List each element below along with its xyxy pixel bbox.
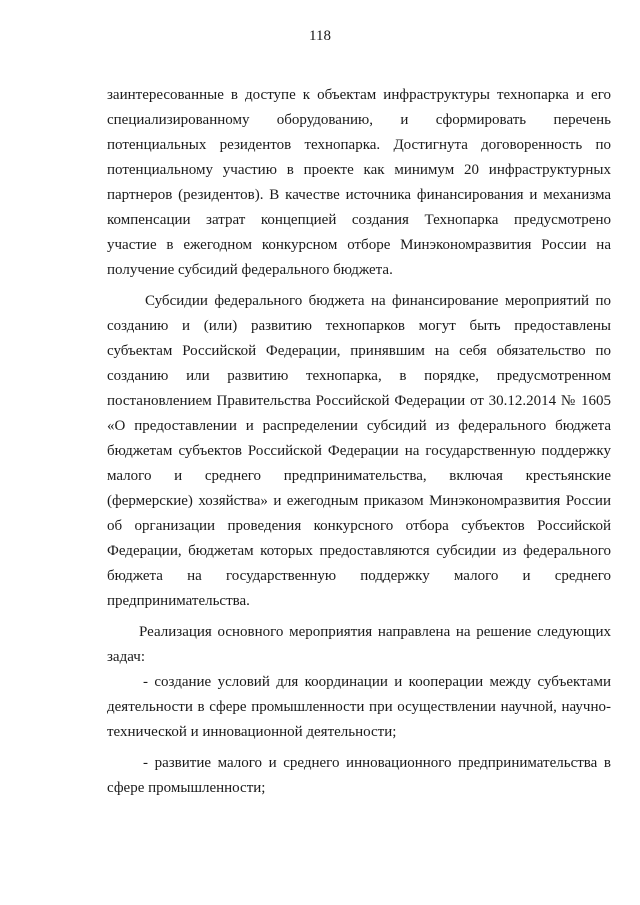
text-line: об организации проведения конкурсного отбора субъектов Российской [107,518,611,534]
list-item [107,670,611,745]
text-line: заинтересованные в доступе к объектам инфраструктуры технопарка и его [107,87,611,103]
paragraph [107,289,611,614]
text-line: бюджета на государственную поддержку малого и среднего [107,568,611,584]
text-line: потенциальных резидентов технопарка. Достигнута договоренность по [107,137,611,153]
text-line: малого и среднего предпринимательства, включая крестьянские [107,468,611,484]
text-line: субъектам Российской Федерации, принявшим на себя обязательство по [107,343,611,359]
list-item [107,751,611,801]
paragraph [107,83,611,283]
text-line: предпринимательства. [107,593,250,609]
paragraph [107,620,611,670]
text-line: компенсации затрат концепцией создания Технопарка предусмотрено [107,212,611,228]
text-line: технической и инновационной деятельности; [107,724,397,740]
text-line: деятельности в сфере промышленности при осуществлении научной, научно- [107,699,611,715]
text-line: бюджетам субъектов Российской Федерации на государственную поддержку [107,443,611,459]
text-line: Реализация основного мероприятия направлена на решение следующих [139,624,611,640]
text-line: - создание условий для координации и кооперации между субъектами [143,674,611,690]
text-line: специализированному оборудованию, и сформировать перечень [107,112,611,128]
text-line: созданию и (или) развитию технопарков могут быть предоставлены [107,318,611,334]
text-line: задач: [107,649,145,665]
text-line: Федерации, бюджетам которых предоставляются субсидии из федерального [107,543,611,559]
document-body [107,83,611,801]
text-line: получение субсидий федерального бюджета. [107,262,393,278]
text-line: созданию или развитию технопарка, в порядке, предусмотренном [107,368,611,384]
text-line: партнеров (резидентов). В качестве источника финансирования и механизма [107,187,611,203]
text-line: Субсидии федерального бюджета на финансирование мероприятий по [145,293,611,309]
text-line: (фермерские) хозяйства» и ежегодным приказом Минэкономразвития России [107,493,611,509]
page-number: 118 [309,28,331,44]
text-line: - развитие малого и среднего инновационного предпринимательства в [143,755,611,771]
text-line: постановлением Правительства Российской Федерации от 30.12.2014 № 1605 [107,393,611,409]
text-line: участие в ежегодном конкурсном отборе Минэкономразвития России на [107,237,611,253]
text-line: «О предоставлении и распределении субсидий из федерального бюджета [107,418,611,434]
text-line: потенциальному участию в проекте как минимум 20 инфраструктурных [107,162,611,178]
text-line: сфере промышленности; [107,780,266,796]
